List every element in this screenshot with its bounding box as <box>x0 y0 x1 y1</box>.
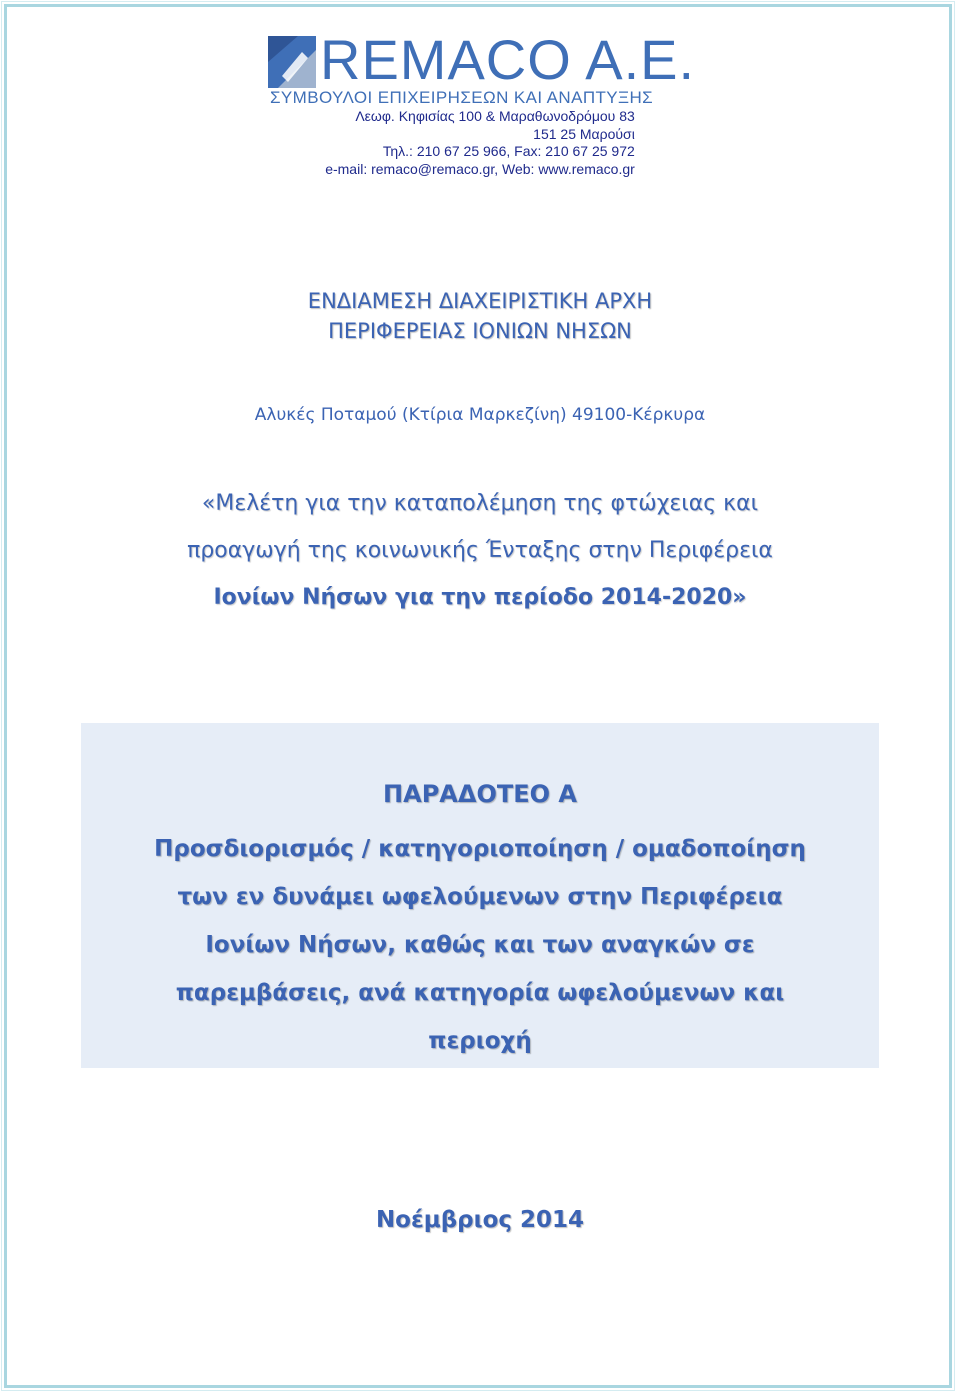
authority-heading <box>0 286 960 346</box>
deliverable-line-3: Ιονίων Νήσων, καθώς και των αναγκών σε <box>205 932 755 958</box>
authority-line-1: ΕΝΔΙΑΜΕΣΗ ΔΙΑΧΕΙΡΙΣΤΙΚΗ ΑΡΧΗ <box>307 289 653 313</box>
logo-name: REMACO A.E. <box>320 28 696 91</box>
deliverable-line-1: Προσδιορισμός / κατηγοριοποίηση / ομαδοποίηση <box>154 836 806 862</box>
deliverable-box <box>81 723 879 1068</box>
study-line-1: «Μελέτη για την καταπολέμηση της φτώχειας και <box>201 491 759 516</box>
study-title <box>0 480 960 621</box>
study-line-3: Ιονίων Νήσων για την περίοδο 2014-2020» <box>213 585 747 610</box>
deliverable-line-4: παρεμβάσεις, ανά κατηγορία ωφελούμενων και <box>175 980 785 1006</box>
address-phone: Τηλ.: 210 67 25 966, Fax: 210 67 25 972 <box>382 143 635 159</box>
authority-line-2: ΠΕΡΙΦΕΡΕΙΑΣ ΙΟΝΙΩΝ ΝΗΣΩΝ <box>328 319 632 343</box>
deliverable-line-2: των εν δυνάμει ωφελούμενων στην Περιφέρεια <box>177 884 783 910</box>
deliverable-title: ΠΑΡΑΔΟΤΕΟ Α <box>383 780 577 808</box>
document-date: Νοέμβριος 2014 <box>375 1207 585 1233</box>
study-line-2: προαγωγή της κοινωνικής Ένταξης στην Περιφέρεια <box>187 538 773 563</box>
address-city: 151 25 Μαρούσι <box>533 125 635 142</box>
deliverable-line-5: περιοχή <box>428 1028 532 1054</box>
remaco-logo-icon <box>268 36 316 88</box>
company-logo <box>268 28 696 110</box>
company-address <box>325 108 635 178</box>
address-contact: e-mail: remaco@remaco.gr, Web: www.remaco.gr <box>325 160 635 177</box>
authority-location: Αλυκές Ποταμού (Κτίρια Μαρκεζίνη) 49100-Κέρκυρα <box>254 405 706 425</box>
address-street: Λεωφ. Κηφισίας 100 & Μαραθωνοδρόμου 83 <box>355 108 635 124</box>
logo-tagline: ΣΥΜΒΟΥΛΟΙ ΕΠΙΧΕΙΡΗΣΕΩΝ ΚΑΙ ΑΝΑΠΤΥΞΗΣ <box>270 88 654 107</box>
deliverable-description <box>81 825 879 1065</box>
page-border <box>4 4 952 1388</box>
